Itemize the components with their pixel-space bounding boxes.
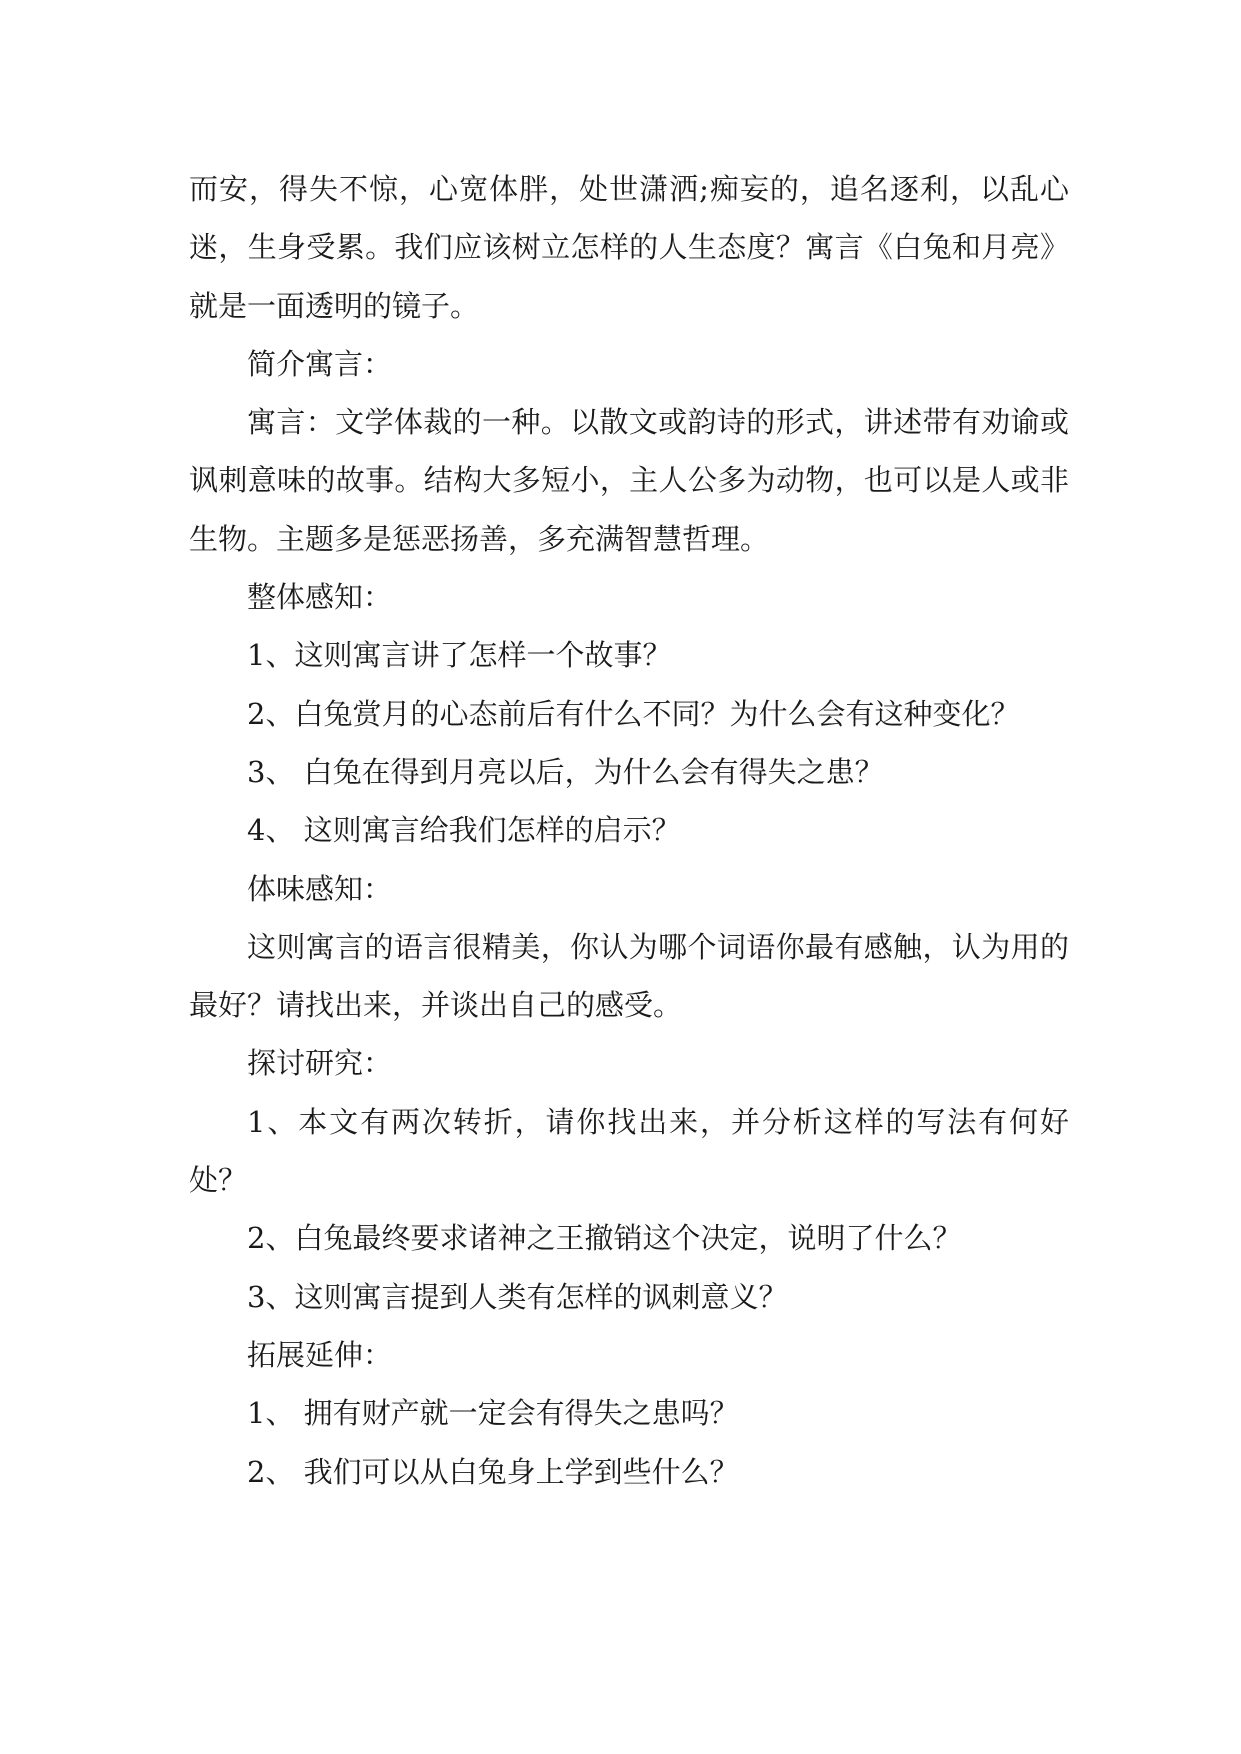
document-body [189, 160, 1069, 1501]
question-discussion-3: 3、这则寓言提到人类有怎样的讽刺意义？ [247, 1279, 788, 1314]
paragraph-fable-definition: 寓言：文学体裁的一种。以散文或韵诗的形式，讲述带有劝谕或讽刺意味的故事。结构大多短小，主人公多为动物，也可以是人或非生物。主题多是惩恶扬善，多充满智慧哲理。 [189, 405, 1069, 556]
question-overall-4: 4、 这则寓言给我们怎样的启示？ [247, 813, 681, 848]
heading-overall-perception: 整体感知： [247, 580, 393, 615]
question-overall-2: 2、白兔赏月的心态前后有什么不同？为什么会有这种变化？ [247, 696, 1020, 731]
question-extension-1: 1、 拥有财产就一定会有得失之患吗？ [247, 1396, 739, 1431]
question-discussion-2: 2、白兔最终要求诸神之王撤销这个决定，说明了什么？ [247, 1221, 962, 1256]
question-discussion-1: 1、本文有两次转折，请你找出来，并分析这样的写法有何好处？ [189, 1104, 1069, 1198]
question-overall-3: 3、 白兔在得到月亮以后，为什么会有得失之患？ [247, 754, 884, 789]
question-extension-2: 2、 我们可以从白兔身上学到些什么？ [247, 1454, 739, 1489]
paragraph-appreciation: 这则寓言的语言很精美，你认为哪个词语你最有感触，认为用的最好？请找出来，并谈出自己的感受。 [189, 929, 1069, 1023]
heading-extension: 拓展延伸： [247, 1337, 393, 1372]
heading-fable-intro: 简介寓言： [247, 346, 393, 381]
heading-appreciation: 体味感知： [247, 871, 393, 906]
question-overall-1: 1、这则寓言讲了怎样一个故事？ [247, 638, 672, 673]
paragraph-intro-continuation: 而安，得失不惊，心宽体胖，处世潇洒;痴妄的，追名逐利，以乱心迷，生身受累。我们应该树立怎样的人生态度？寓言《白兔和月亮》就是一面透明的镜子。 [189, 172, 1069, 323]
heading-discussion: 探讨研究： [247, 1046, 393, 1081]
